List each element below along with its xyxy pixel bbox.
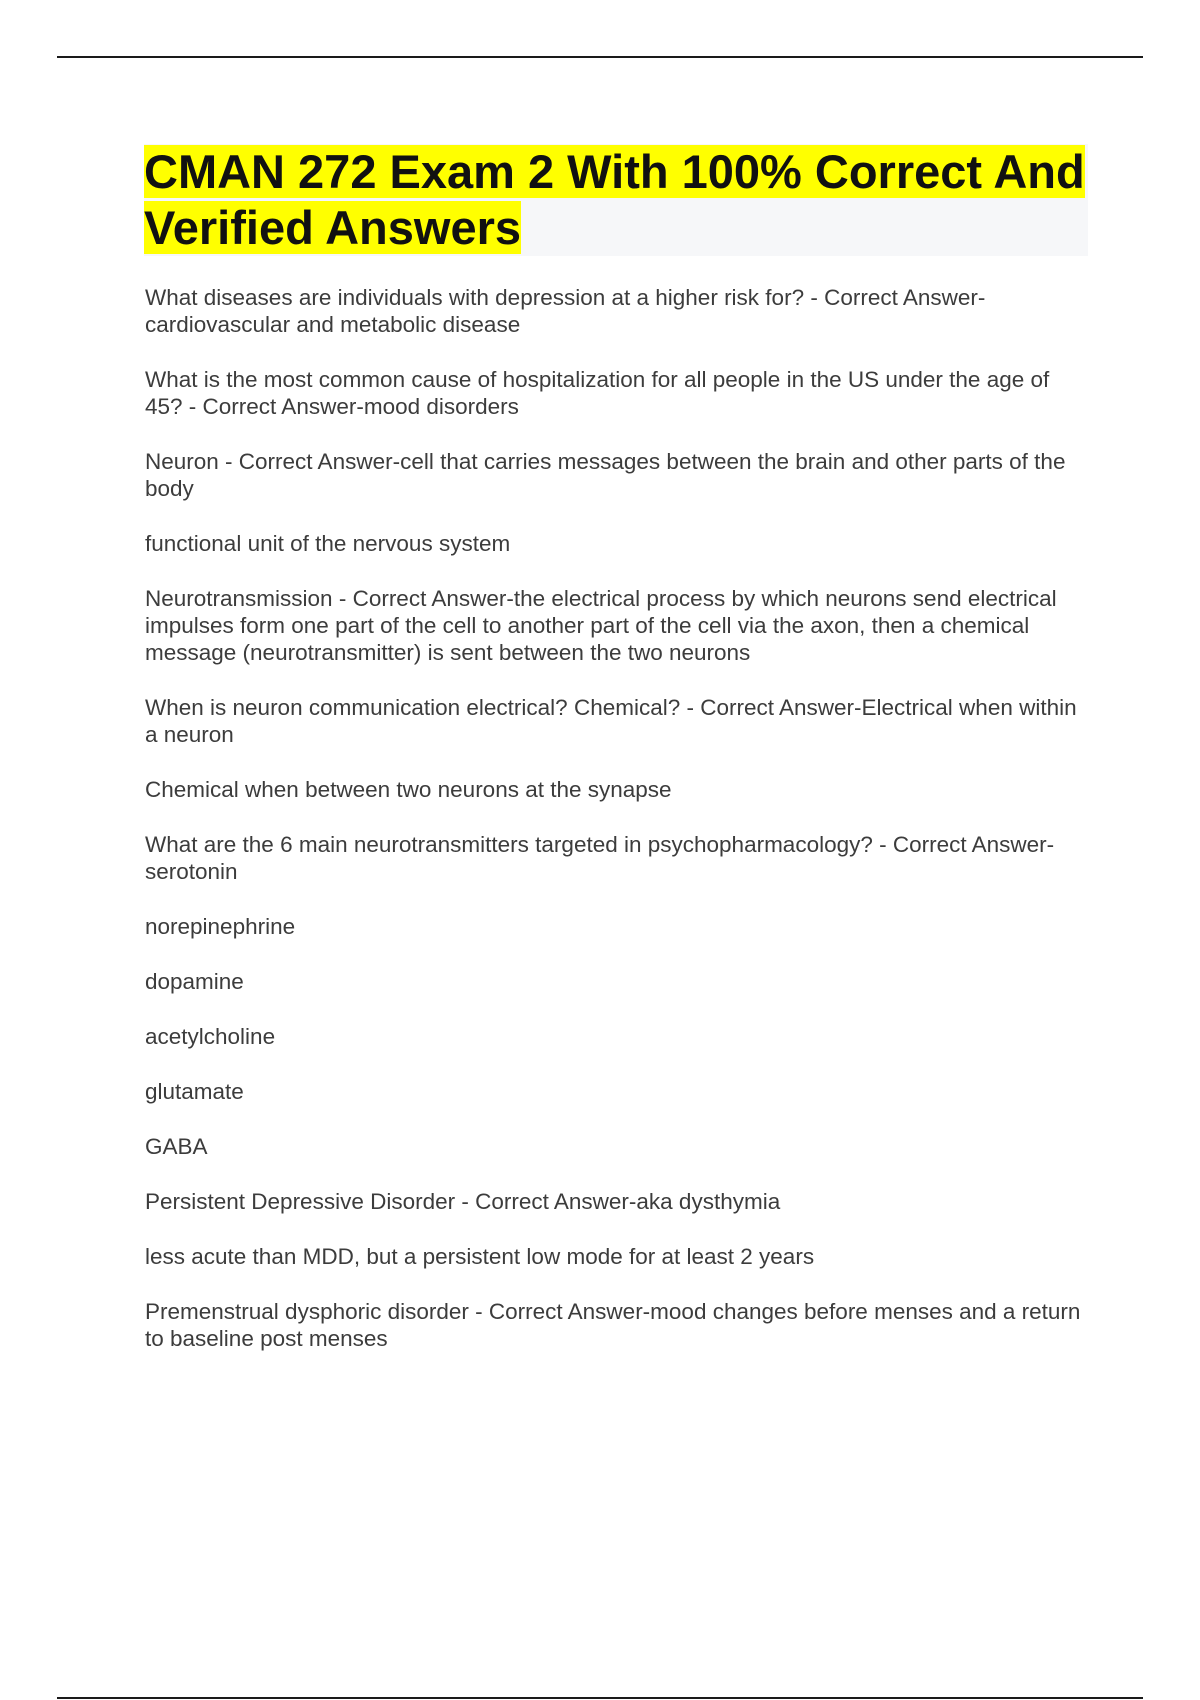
paragraph: glutamate xyxy=(145,1079,244,1104)
title-block xyxy=(144,144,1088,256)
document-body xyxy=(145,284,1090,1380)
page-title xyxy=(144,144,1088,256)
paragraph: What are the 6 main neurotransmitters targeted in psychopharmacology? - Correct Answer-serotonin xyxy=(145,832,1055,884)
paragraph: GABA xyxy=(145,1134,208,1159)
paragraph: What diseases are individuals with depression at a higher risk for? - Correct Answer-cardiovascular and metabolic disease xyxy=(145,285,986,337)
paragraph: norepinephrine xyxy=(145,914,296,939)
paragraph: functional unit of the nervous system xyxy=(145,531,511,556)
bottom-rule xyxy=(57,1697,1143,1699)
paragraph: Persistent Depressive Disorder - Correct Answer-aka dysthymia xyxy=(145,1189,781,1214)
paragraph: Chemical when between two neurons at the synapse xyxy=(145,777,672,802)
paragraph: What is the most common cause of hospitalization for all people in the US under the age of 45? - Correct Answer-mood disorders xyxy=(145,367,1050,419)
paragraph: Premenstrual dysphoric disorder - Correct Answer-mood changes before menses and a return to baseline post menses xyxy=(145,1299,1081,1351)
paragraph: acetylcholine xyxy=(145,1024,276,1049)
paragraph: Neurotransmission - Correct Answer-the electrical process by which neurons send electrical impulses form one part of the cell to another part of the cell via the axon, then a chemical message (neurotransmitter) is sent between the two neurons xyxy=(145,586,1057,665)
top-rule xyxy=(57,56,1143,58)
paragraph: less acute than MDD, but a persistent low mode for at least 2 years xyxy=(145,1244,815,1269)
paragraph: dopamine xyxy=(145,969,244,994)
paragraph: When is neuron communication electrical? Chemical? - Correct Answer-Electrical when within a neuron xyxy=(145,695,1077,747)
title-highlight: CMAN 272 Exam 2 With 100% Correct And Verified Answers xyxy=(144,145,1085,254)
paragraph: Neuron - Correct Answer-cell that carries messages between the brain and other parts of the body xyxy=(145,449,1066,501)
